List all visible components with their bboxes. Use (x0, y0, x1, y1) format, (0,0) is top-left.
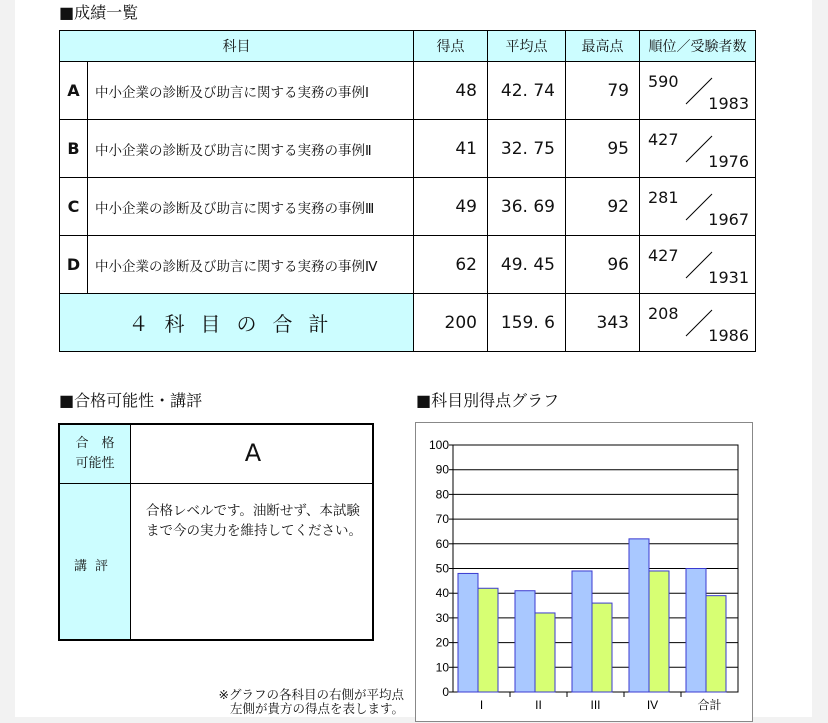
row-max: 95 (566, 120, 640, 178)
row-subject: 中小企業の診断及び助言に関する実務の事例Ⅲ (88, 178, 414, 236)
pass-possibility-label: 合 格 可能性 (75, 436, 115, 471)
row-max: 92 (566, 178, 640, 236)
row-average: 36. 69 (488, 178, 566, 236)
total-average: 159. 6 (488, 294, 566, 352)
y-tick-label: 50 (435, 561, 449, 576)
row-score: 62 (414, 236, 488, 294)
row-max: 79 (566, 62, 640, 120)
row-code: B (60, 120, 88, 178)
row-score: 49 (414, 178, 488, 236)
row-score: 48 (414, 62, 488, 120)
examinee-count: 1931 (708, 268, 749, 287)
comment-label: 講評 (73, 559, 116, 574)
graph-section-title: ■科目別得点グラフ (416, 391, 560, 410)
y-tick-label: 0 (442, 685, 449, 699)
row-code: A (60, 62, 88, 120)
x-tick-label: I (479, 698, 484, 712)
table-row (60, 178, 756, 236)
examinee-count: 1986 (708, 326, 749, 345)
x-tick-label: IV (646, 698, 659, 712)
row-rank (640, 236, 756, 294)
row-code: C (60, 178, 88, 236)
total-score: 200 (414, 294, 488, 352)
bar-IV-series2 (649, 571, 669, 692)
row-code: D (60, 236, 88, 294)
y-tick-label: 20 (435, 635, 449, 650)
row-rank (640, 120, 756, 178)
results-section-title: ■成績一覧 (59, 3, 139, 22)
examinee-count: 1967 (708, 210, 749, 229)
bar-IV-series1 (629, 539, 649, 692)
table-header-row (60, 31, 756, 62)
total-label: ４科目の合計 (60, 294, 414, 352)
bar-合計-series1 (686, 569, 706, 693)
y-tick-label: 10 (435, 660, 449, 675)
bar-I-series2 (478, 588, 498, 692)
rank-number: 427 (648, 130, 679, 149)
y-tick-label: 80 (435, 487, 449, 502)
row-rank (640, 178, 756, 236)
pass-possibility-box (58, 423, 374, 641)
table-row (60, 120, 756, 178)
rank-number: 427 (648, 246, 679, 265)
table-total-row (60, 294, 756, 352)
header-score: 得点 (414, 31, 488, 62)
header-rank: 順位／受験者数 (640, 31, 756, 62)
score-table (59, 30, 756, 352)
graph-note (190, 688, 404, 716)
pass-grade: A (244, 439, 262, 467)
bar-III-series1 (572, 571, 592, 692)
header-max: 最高点 (566, 31, 640, 62)
y-tick-label: 60 (435, 536, 449, 551)
comment-text: 合格レベルです。油断せず、本試験まで今の実力を維持してください。 (146, 503, 362, 539)
bar-III-series2 (592, 603, 612, 692)
y-tick-label: 40 (435, 586, 449, 601)
row-score: 41 (414, 120, 488, 178)
x-tick-label: II (535, 698, 542, 712)
total-max: 343 (566, 294, 640, 352)
graph-note-line1: ※グラフの各科目の右側が平均点 (218, 687, 404, 702)
y-tick-label: 70 (435, 512, 449, 527)
examinee-count: 1976 (708, 152, 749, 171)
row-divider (60, 483, 372, 484)
table-row (60, 236, 756, 294)
score-chart-svg (416, 423, 754, 723)
row-average: 32. 75 (488, 120, 566, 178)
examinee-count: 1983 (708, 94, 749, 113)
row-max: 96 (566, 236, 640, 294)
y-tick-label: 30 (435, 610, 449, 625)
x-tick-label: III (590, 698, 601, 712)
pass-section-title: ■合格可能性・講評 (59, 391, 203, 410)
bar-合計-series2 (706, 596, 726, 692)
total-rank (640, 294, 756, 352)
table-row (60, 62, 756, 120)
row-average: 49. 45 (488, 236, 566, 294)
bar-II-series2 (535, 613, 555, 692)
row-rank (640, 62, 756, 120)
row-average: 42. 74 (488, 62, 566, 120)
y-tick-label: 100 (428, 438, 449, 452)
x-tick-label: 合計 (697, 698, 722, 712)
header-subject: 科目 (60, 31, 414, 62)
row-subject: 中小企業の診断及び助言に関する実務の事例Ⅳ (88, 236, 414, 294)
report-sheet (15, 0, 812, 717)
bar-I-series1 (458, 573, 478, 692)
header-average: 平均点 (488, 31, 566, 62)
rank-number: 590 (648, 72, 679, 91)
rank-number: 208 (648, 304, 679, 323)
row-subject: 中小企業の診断及び助言に関する実務の事例Ⅱ (88, 120, 414, 178)
score-chart (415, 422, 753, 722)
rank-number: 281 (648, 188, 679, 207)
bar-II-series1 (515, 591, 535, 692)
y-tick-label: 90 (435, 462, 449, 477)
row-subject: 中小企業の診断及び助言に関する実務の事例Ⅰ (88, 62, 414, 120)
graph-note-line2: 左側が貴方の得点を表します。 (229, 701, 404, 716)
